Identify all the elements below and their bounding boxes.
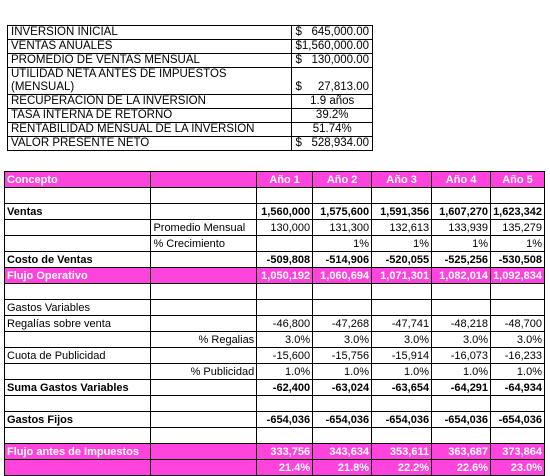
cell-year-2: -654,036	[313, 412, 372, 428]
cell-year-3: 22.2%	[372, 460, 432, 476]
row-label: Regalías sobre venta	[5, 316, 151, 332]
summary-row	[8, 137, 373, 151]
summary-row	[8, 54, 373, 68]
cell-year-4: 133,939	[432, 220, 491, 236]
summary-row	[8, 109, 373, 123]
row-promedio-mensual	[5, 220, 545, 236]
summary-label: VALOR PRESENTE NETO	[8, 137, 292, 151]
summary-label: UTILIDAD NETA ANTES DE IMPUESTOS (MENSUAL)	[8, 68, 292, 95]
cell-year-3: -63,654	[372, 380, 432, 396]
cell-year-4: 1.0%	[432, 364, 491, 380]
cell-year-3: -15,914	[372, 348, 432, 364]
cell-year-5: -48,700	[491, 316, 545, 332]
row-publicidad	[5, 348, 545, 364]
summary-table	[7, 25, 373, 151]
cell-year-2: -63,024	[313, 380, 372, 396]
cell-year-5: -64,934	[491, 380, 545, 396]
summary-row	[8, 95, 373, 109]
cell-year-3: 1,071,301	[372, 268, 432, 284]
row-gastos-variables-title	[5, 300, 545, 316]
cell-year-3: -47,741	[372, 316, 432, 332]
row-flujo-operativo	[5, 268, 545, 284]
cell-year-4: 3.0%	[432, 332, 491, 348]
cell-year-3: -520,055	[372, 252, 432, 268]
row-label: Ventas	[5, 204, 151, 220]
summary-row	[8, 26, 373, 40]
row-label: % Publicidad	[151, 364, 257, 380]
cell-year-1: -654,036	[257, 412, 313, 428]
cell-year-2: -15,756	[313, 348, 372, 364]
cell-year-4: 1,607,270	[432, 204, 491, 220]
row-pct-publicidad	[5, 364, 545, 380]
cell-year-2: 3.0%	[313, 332, 372, 348]
cell-year-1: 21.4%	[257, 460, 313, 476]
cell-year-4: 1,082,014	[432, 268, 491, 284]
cell-year-4: -654,036	[432, 412, 491, 428]
cell-year-4: -64,291	[432, 380, 491, 396]
header-year-5: Año 5	[491, 172, 545, 188]
row-label: % Crecimiento	[151, 236, 257, 252]
cell-year-1: 1.0%	[257, 364, 313, 380]
cell-year-3: 353,611	[372, 444, 432, 460]
row-ventas	[5, 204, 545, 220]
cell-year-2: 1.0%	[313, 364, 372, 380]
cell-year-2: -514,906	[313, 252, 372, 268]
cell-year-5: 1.0%	[491, 364, 545, 380]
row-costo-ventas	[5, 252, 545, 268]
cell-year-5: 23.0%	[491, 460, 545, 476]
summary-row	[8, 68, 373, 95]
cell-year-1	[257, 236, 313, 252]
row-flujo-antes-impuestos	[5, 444, 545, 460]
cell-year-4: -525,256	[432, 252, 491, 268]
summary-row	[8, 40, 373, 54]
row-pct-regalias	[5, 332, 545, 348]
cell-year-5: -16,233	[491, 348, 545, 364]
cell-year-3: 3.0%	[372, 332, 432, 348]
row-label: Flujo antes de Impuestos	[5, 444, 151, 460]
row-label: % Regalias	[151, 332, 257, 348]
cell-year-2: 1,575,600	[313, 204, 372, 220]
cell-year-1: 333,756	[257, 444, 313, 460]
blank-row	[5, 396, 545, 412]
cell-year-1: 1,050,192	[257, 268, 313, 284]
cell-year-5: 3.0%	[491, 332, 545, 348]
header-row	[5, 172, 545, 188]
summary-value: 51.74%	[292, 123, 373, 137]
cell-year-3: 1,591,356	[372, 204, 432, 220]
row-label: Cuota de Publicidad	[5, 348, 151, 364]
cell-year-4: -48,218	[432, 316, 491, 332]
cell-year-5: -530,508	[491, 252, 545, 268]
cell-year-5: -654,036	[491, 412, 545, 428]
row-label: Suma Gastos Variables	[5, 380, 151, 396]
row-label: Costo de Ventas	[5, 252, 151, 268]
summary-label: INVERSION INICIAL	[8, 26, 292, 40]
gastos-variables-title: Gastos Variables	[5, 300, 151, 316]
cell-year-1: 130,000	[257, 220, 313, 236]
blank-row	[5, 188, 545, 204]
cell-year-1: -15,600	[257, 348, 313, 364]
summary-value: 39.2%	[292, 109, 373, 123]
cell-year-1: -46,800	[257, 316, 313, 332]
summary-row	[8, 123, 373, 137]
header-year-2: Año 2	[313, 172, 372, 188]
blank-row	[5, 428, 545, 444]
cell-year-1: 1,560,000	[257, 204, 313, 220]
header-year-1: Año 1	[257, 172, 313, 188]
blank-row	[5, 284, 545, 300]
summary-value: $ 645,000.00	[292, 26, 373, 40]
cell-year-2: 1%	[313, 236, 372, 252]
cell-year-1: 3.0%	[257, 332, 313, 348]
cell-year-2: 343,634	[313, 444, 372, 460]
summary-value: $ 130,000.00	[292, 54, 373, 68]
summary-label: RECUPERACION DE LA INVERSION	[8, 95, 292, 109]
cell-year-4: 1%	[432, 236, 491, 252]
row-label: Flujo Operativo	[5, 268, 151, 284]
row-crecimiento	[5, 236, 545, 252]
header-year-4: Año 4	[432, 172, 491, 188]
summary-value: $1,560,000.00	[292, 40, 373, 54]
row-regalias	[5, 316, 545, 332]
summary-label: VENTAS ANUALES	[8, 40, 292, 54]
cell-year-2: 1,060,694	[313, 268, 372, 284]
cell-year-2: 131,300	[313, 220, 372, 236]
cell-year-2: 21.8%	[313, 460, 372, 476]
cell-year-5: 135,279	[491, 220, 545, 236]
row-label: Gastos Fijos	[5, 412, 151, 428]
header-concepto: Concepto	[5, 172, 151, 188]
summary-value: $ 528,934.00	[292, 137, 373, 151]
cell-year-3: 1%	[372, 236, 432, 252]
cell-year-5: 1%	[491, 236, 545, 252]
summary-label: PROMEDIO DE VENTAS MENSUAL	[8, 54, 292, 68]
cash-flow-table	[4, 171, 545, 476]
row-gastos-fijos	[5, 412, 545, 428]
cell-year-3: 132,613	[372, 220, 432, 236]
row-label: Promedio Mensual	[151, 220, 257, 236]
summary-label: TASA INTERNA DE RETORNO	[8, 109, 292, 123]
row-suma-gastos-variables	[5, 380, 545, 396]
cell-year-4: -16,073	[432, 348, 491, 364]
summary-label: RENTABILIDAD MENSUAL DE LA INVERSION	[8, 123, 292, 137]
cell-year-4: 363,687	[432, 444, 491, 460]
summary-value: $ 27,813.00	[292, 68, 373, 95]
cell-year-2: -47,268	[313, 316, 372, 332]
row-pct-flujo	[5, 460, 545, 476]
cell-year-4: 22.6%	[432, 460, 491, 476]
cell-year-1: -62,400	[257, 380, 313, 396]
summary-value: 1.9 años	[292, 95, 373, 109]
cell-year-5: 1,623,342	[491, 204, 545, 220]
cell-year-3: -654,036	[372, 412, 432, 428]
cell-year-1: -509,808	[257, 252, 313, 268]
cell-year-5: 373,864	[491, 444, 545, 460]
cell-year-5: 1,092,834	[491, 268, 545, 284]
header-year-3: Año 3	[372, 172, 432, 188]
cell-year-3: 1.0%	[372, 364, 432, 380]
